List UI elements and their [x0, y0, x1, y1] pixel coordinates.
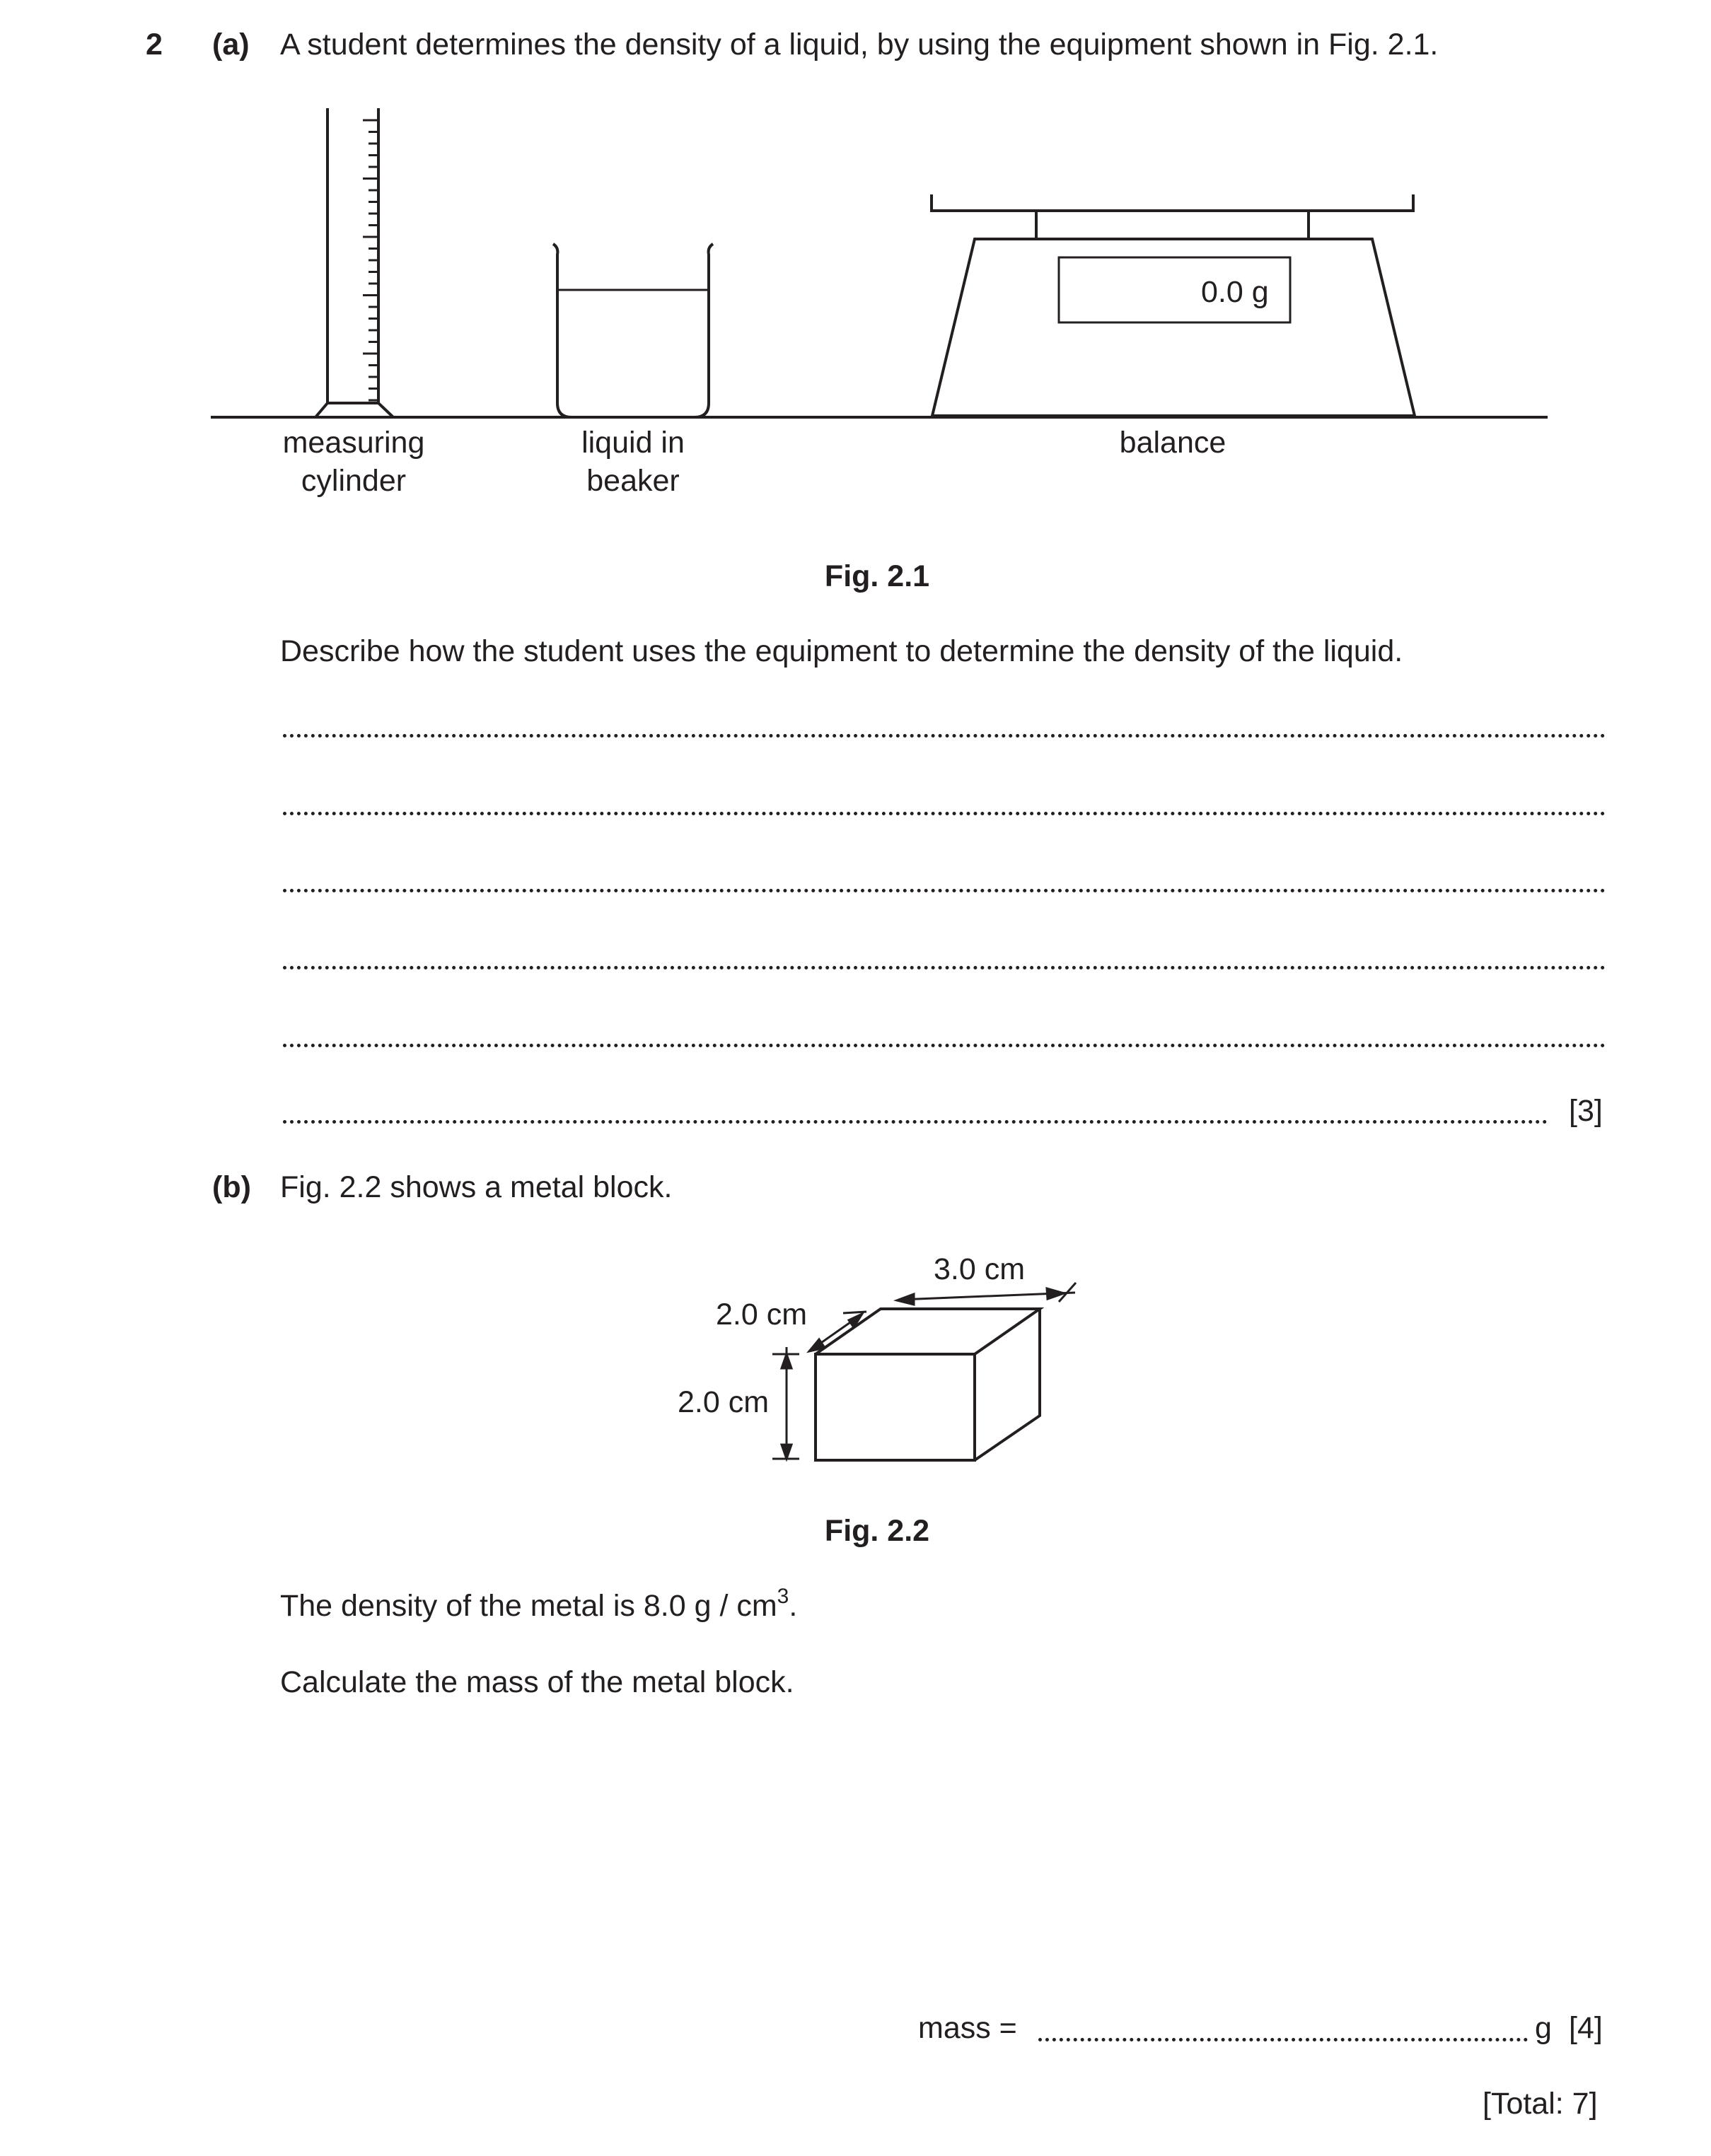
measuring-cylinder — [315, 108, 393, 417]
figure-2-1-caption: Fig. 2.1 — [824, 559, 930, 593]
balance-label: balance — [1119, 426, 1226, 460]
part-b-label: (b) — [212, 1170, 251, 1204]
cylinder-label-line-2: cylinder — [301, 464, 407, 498]
beaker-label-line-1: liquid in — [581, 426, 685, 460]
density-statement: The density of the metal is 8.0 g / $cm^3$. — [280, 1585, 798, 1623]
answer-line-2[interactable] — [283, 812, 1606, 815]
beaker — [553, 244, 713, 417]
answer-line-1[interactable] — [283, 734, 1606, 738]
answer-line-3[interactable] — [283, 889, 1606, 892]
part-a-marks: [3] — [1569, 1094, 1603, 1128]
height-dimension-label: 2.0 cm — [678, 1385, 770, 1419]
part-b-prompt: Calculate the mass of the metal block. — [280, 1665, 794, 1699]
balance — [932, 194, 1415, 416]
part-a-label: (a) — [212, 28, 250, 62]
balance-display-reading: 0.0 g — [1201, 275, 1269, 309]
part-b-marks: [4] — [1569, 2011, 1603, 2045]
cylinder-label-line-1: measuring — [282, 426, 425, 460]
answer-line-6[interactable] — [283, 1120, 1548, 1124]
part-a-prompt: Describe how the student uses the equipment to determine the density of the liquid. — [280, 634, 1403, 668]
block-top-face — [816, 1309, 1040, 1354]
part-a-intro: A student determines the density of a liquid, by using the equipment shown in Fig. 2.1. — [280, 28, 1439, 62]
beaker-label-line-2: beaker — [586, 464, 680, 498]
depth-dimension-label: 2.0 cm — [716, 1298, 808, 1332]
width-dimension-label: 3.0 cm — [934, 1252, 1026, 1286]
answer-line-4[interactable] — [283, 966, 1606, 969]
part-b-intro: Fig. 2.2 shows a metal block. — [280, 1170, 673, 1204]
answer-line-5[interactable] — [283, 1044, 1606, 1047]
block-front-face — [816, 1354, 975, 1460]
total-marks: [Total: 7] — [1483, 2087, 1598, 2121]
mass-unit: g — [1535, 2011, 1552, 2045]
figure-2-2-caption: Fig. 2.2 — [824, 1514, 930, 1548]
mass-answer-line[interactable] — [1038, 2038, 1528, 2041]
mass-answer-label: mass = — [918, 2011, 1017, 2045]
metal-block-drawing — [816, 1309, 1040, 1460]
question-number: 2 — [146, 28, 163, 62]
